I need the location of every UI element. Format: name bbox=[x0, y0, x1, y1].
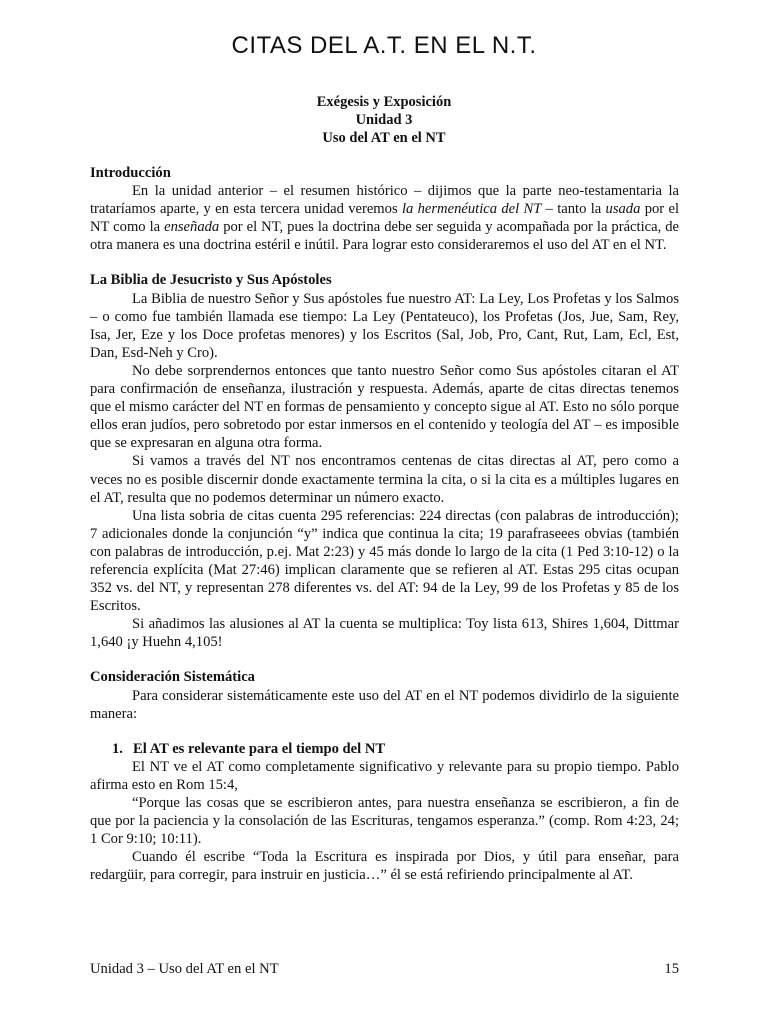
section-1-title: El AT es relevante para el tiempo del NT bbox=[133, 740, 386, 757]
biblia-paragraph-2: No debe sorprendernos entonces que tanto nuestro Señor como Sus apóstoles citaran el AT para confirmación de enseñanza, ilustración y respuesta. Además, aparte de citas directas tenemos que el mismo carácter del NT en formas de pensamiento y concepto sigue al AT. Esto no sólo porque ellos eran judíos, pero sobretodo por estar inmersos en el contenido y teología del AT – es imposible que se expresaran en alguna otra forma. bbox=[90, 362, 679, 452]
intro-text-b: – tanto la bbox=[541, 201, 606, 218]
consideracion-paragraph: Para considerar sistemáticamente este uso del AT en el NT podemos dividirlo de la siguiente manera: bbox=[90, 687, 679, 722]
intro-emphasis-3: enseñada bbox=[164, 219, 220, 236]
intro-text-a: En la unidad anterior – el resumen histórico – dijimos que la parte neo-testamentaria la trataríamos aparte, y en esta tercera unidad veremos bbox=[90, 183, 679, 218]
intro-text-c: por el NT como la bbox=[90, 201, 679, 236]
intro-paragraph bbox=[90, 182, 679, 254]
document-body bbox=[90, 164, 679, 884]
section-1-heading bbox=[90, 740, 679, 758]
biblia-paragraph-5: Si añadimos las alusiones al AT la cuenta se multiplica: Toy lista 613, Shires 1,604, Dittmar 1,640 ¡y Huehn 4,105! bbox=[90, 616, 679, 651]
page-number: 15 bbox=[664, 961, 679, 977]
intro-emphasis-2: usada bbox=[605, 201, 641, 218]
section-1-paragraph-2: Cuando él escribe “Toda la Escritura es inspirada por Dios, y útil para enseñar, para redargüir, para corregir, para instruir en justicia…” él se está refiriendo principalmente al AT. bbox=[90, 849, 679, 884]
subtitle-line-2: Unidad 3 bbox=[355, 112, 413, 128]
intro-text-d: por el NT, pues la doctrina debe ser seguida y acompañada por la práctica, de otra manera es una doctrina estéril e inútil. Para lograr esto consideraremos el uso del AT en el NT. bbox=[90, 219, 679, 254]
subtitle-block bbox=[0, 93, 768, 147]
biblia-paragraph-1: La Biblia de nuestro Señor y Sus apóstoles fue nuestro AT: La Ley, Los Profetas y los Salmos – o como fue también llamada ese tiempo: La Ley (Pentateuco), los Profetas (Jos, Jue, Sam, Rey, Isa, Jer, Eze y los Doce profetas menores) y los Escritos (Sal, Job, Pro, Cant, Rut, Lam, Ecl, Est, Dan, Esd-Neh y Cro). bbox=[90, 290, 679, 361]
document-title: CITAS DEL A.T. EN EL N.T. bbox=[231, 32, 537, 59]
subtitle-line-1: Exégesis y Exposición bbox=[316, 94, 452, 110]
biblia-heading: La Biblia de Jesucristo y Sus Apóstoles bbox=[90, 272, 332, 289]
biblia-paragraph-3: Si vamos a través del NT nos encontramos centenas de citas directas al AT, pero como a veces no es posible discernir donde exactamente termina la cita, o si la cita es a múltiples lugares en el AT, resulta que no podemos determinar un número exacto. bbox=[90, 453, 679, 506]
subtitle-line-3: Uso del AT en el NT bbox=[322, 130, 446, 146]
section-1-paragraph-1: El NT ve el AT como completamente significativo y relevante para su propio tiempo. Pablo afirma esto en Rom 15:4, bbox=[90, 758, 679, 793]
section-1-quote: “Porque las cosas que se escribieron antes, para nuestra enseñanza se escribieron, a fin de que por la paciencia y la consolación de las Escrituras, tengamos esperanza.” (comp. Rom 4:23, 24; 1 Cor 9:10; 10:11). bbox=[90, 795, 679, 848]
intro-heading: Introducción bbox=[90, 165, 171, 181]
intro-emphasis-1: la hermenéutica del NT bbox=[401, 201, 542, 218]
footer-unit-label: Unidad 3 – Uso del AT en el NT bbox=[90, 961, 279, 977]
biblia-paragraph-4: Una lista sobria de citas cuenta 295 referencias: 224 directas (con palabras de introducción); 7 adicionales donde la conjunción “y” indica que continua la cita; 19 parafraseees obvias (también con palabras de introducción, p.ej. Mat 2:23) y 45 más donde lo largo de la cita (1 Ped 3:10-12) o la referencia explícita (Mat 27:46) implican claramente que se refieren al AT. Estas 295 citas ocupan 352 vs. del NT, y representan 278 diferentes vs. del AT: 94 de la Ley, 99 de los Profetas y 85 de los Escritos. bbox=[90, 507, 679, 615]
section-1-number: 1. bbox=[112, 740, 123, 757]
consideracion-heading: Consideración Sistemática bbox=[90, 669, 255, 686]
